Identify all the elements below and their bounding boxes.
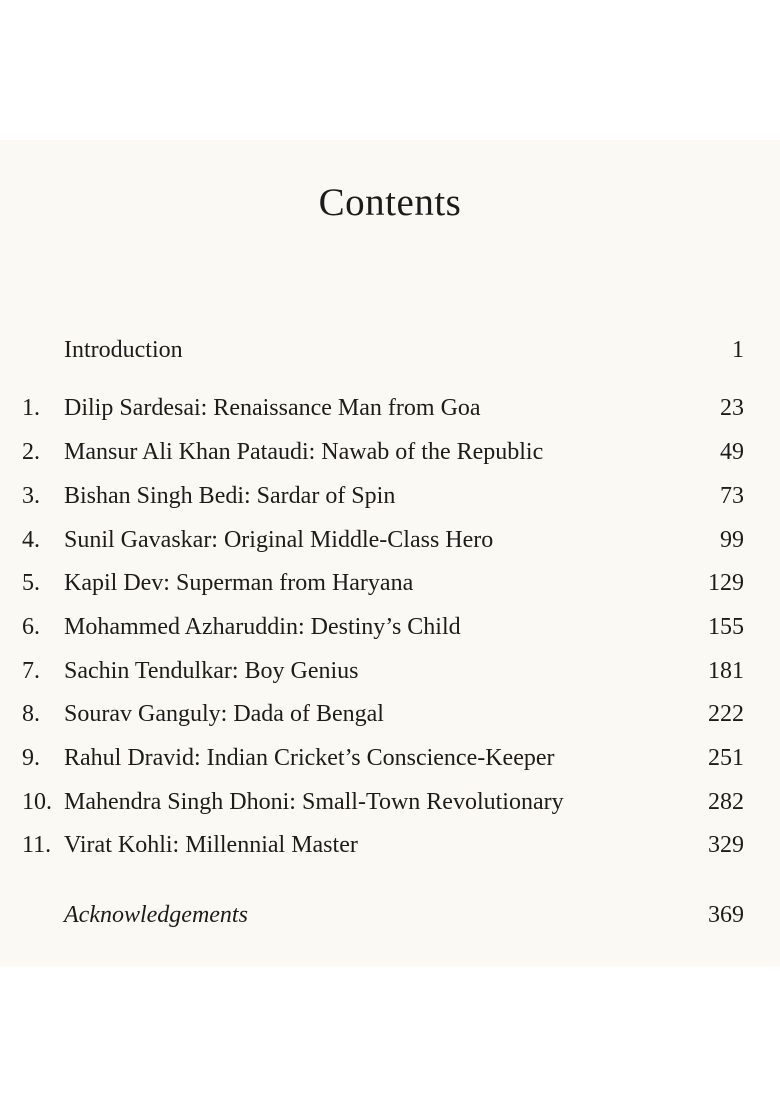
toc-entry-page: 73 bbox=[720, 483, 744, 509]
toc-entry-page: 369 bbox=[708, 902, 744, 928]
toc-entry-label: Mohammed Azharuddin: Destiny’s Child bbox=[64, 614, 461, 640]
toc-entry-number: 2. bbox=[22, 439, 40, 465]
toc-entry-page: 222 bbox=[708, 701, 744, 727]
toc-entry-number: 9. bbox=[22, 745, 40, 771]
toc-entry-page: 329 bbox=[708, 832, 744, 858]
toc-entry bbox=[0, 393, 780, 423]
toc-entry bbox=[0, 699, 780, 729]
page-title: Contents bbox=[318, 181, 462, 224]
toc-entry-label: Mahendra Singh Dhoni: Small-Town Revolutionary bbox=[64, 789, 564, 815]
toc-entry-introduction bbox=[0, 335, 780, 365]
toc-entry-label: Introduction bbox=[64, 337, 183, 363]
toc-entry-number: 11. bbox=[22, 832, 52, 858]
toc-entry bbox=[0, 656, 780, 686]
toc-entry-number: 10. bbox=[22, 789, 52, 815]
toc-entry bbox=[0, 830, 780, 860]
toc-entry-label: Virat Kohli: Millennial Master bbox=[64, 832, 358, 858]
toc-entry-label: Rahul Dravid: Indian Cricket’s Conscience-Keeper bbox=[64, 745, 555, 771]
toc-entry-number: 8. bbox=[22, 701, 40, 727]
toc-entry bbox=[0, 787, 780, 817]
toc-entry-number: 5. bbox=[22, 570, 40, 596]
toc-entry-label: Dilip Sardesai: Renaissance Man from Goa bbox=[64, 395, 481, 421]
toc-entry-page: 49 bbox=[720, 439, 744, 465]
toc-entry bbox=[0, 568, 780, 598]
toc-entry-page: 282 bbox=[708, 789, 744, 815]
toc-entry-number: 6. bbox=[22, 614, 40, 640]
toc-entry-page: 251 bbox=[708, 745, 744, 771]
toc-entry-page: 23 bbox=[720, 395, 744, 421]
toc-entry-number: 1. bbox=[22, 395, 40, 421]
toc-entry-page: 1 bbox=[732, 337, 744, 363]
toc-entry-label: Mansur Ali Khan Pataudi: Nawab of the Republic bbox=[64, 439, 544, 465]
toc-entry-acknowledgements bbox=[0, 900, 780, 930]
toc-entry-label: Kapil Dev: Superman from Haryana bbox=[64, 570, 414, 596]
book-page bbox=[0, 140, 780, 966]
toc-entry-page: 155 bbox=[708, 614, 744, 640]
toc-entry-label: Sachin Tendulkar: Boy Genius bbox=[64, 658, 359, 684]
toc-entry bbox=[0, 525, 780, 555]
toc-entry-number: 3. bbox=[22, 483, 40, 509]
toc-entry-number: 7. bbox=[22, 658, 40, 684]
toc-entry-number: 4. bbox=[22, 527, 40, 553]
toc-entry-page: 181 bbox=[708, 658, 744, 684]
toc-entry-page: 99 bbox=[720, 527, 744, 553]
toc-entry-page: 129 bbox=[708, 570, 744, 596]
toc-entry bbox=[0, 481, 780, 511]
toc-entry-label: Sunil Gavaskar: Original Middle-Class Hero bbox=[64, 527, 494, 553]
toc-entry bbox=[0, 437, 780, 467]
toc-entry bbox=[0, 743, 780, 773]
toc-entry-label: Acknowledgements bbox=[64, 902, 248, 928]
toc-entry-label: Bishan Singh Bedi: Sardar of Spin bbox=[64, 483, 396, 509]
toc-entry bbox=[0, 612, 780, 642]
toc-entry-label: Sourav Ganguly: Dada of Bengal bbox=[64, 701, 384, 727]
